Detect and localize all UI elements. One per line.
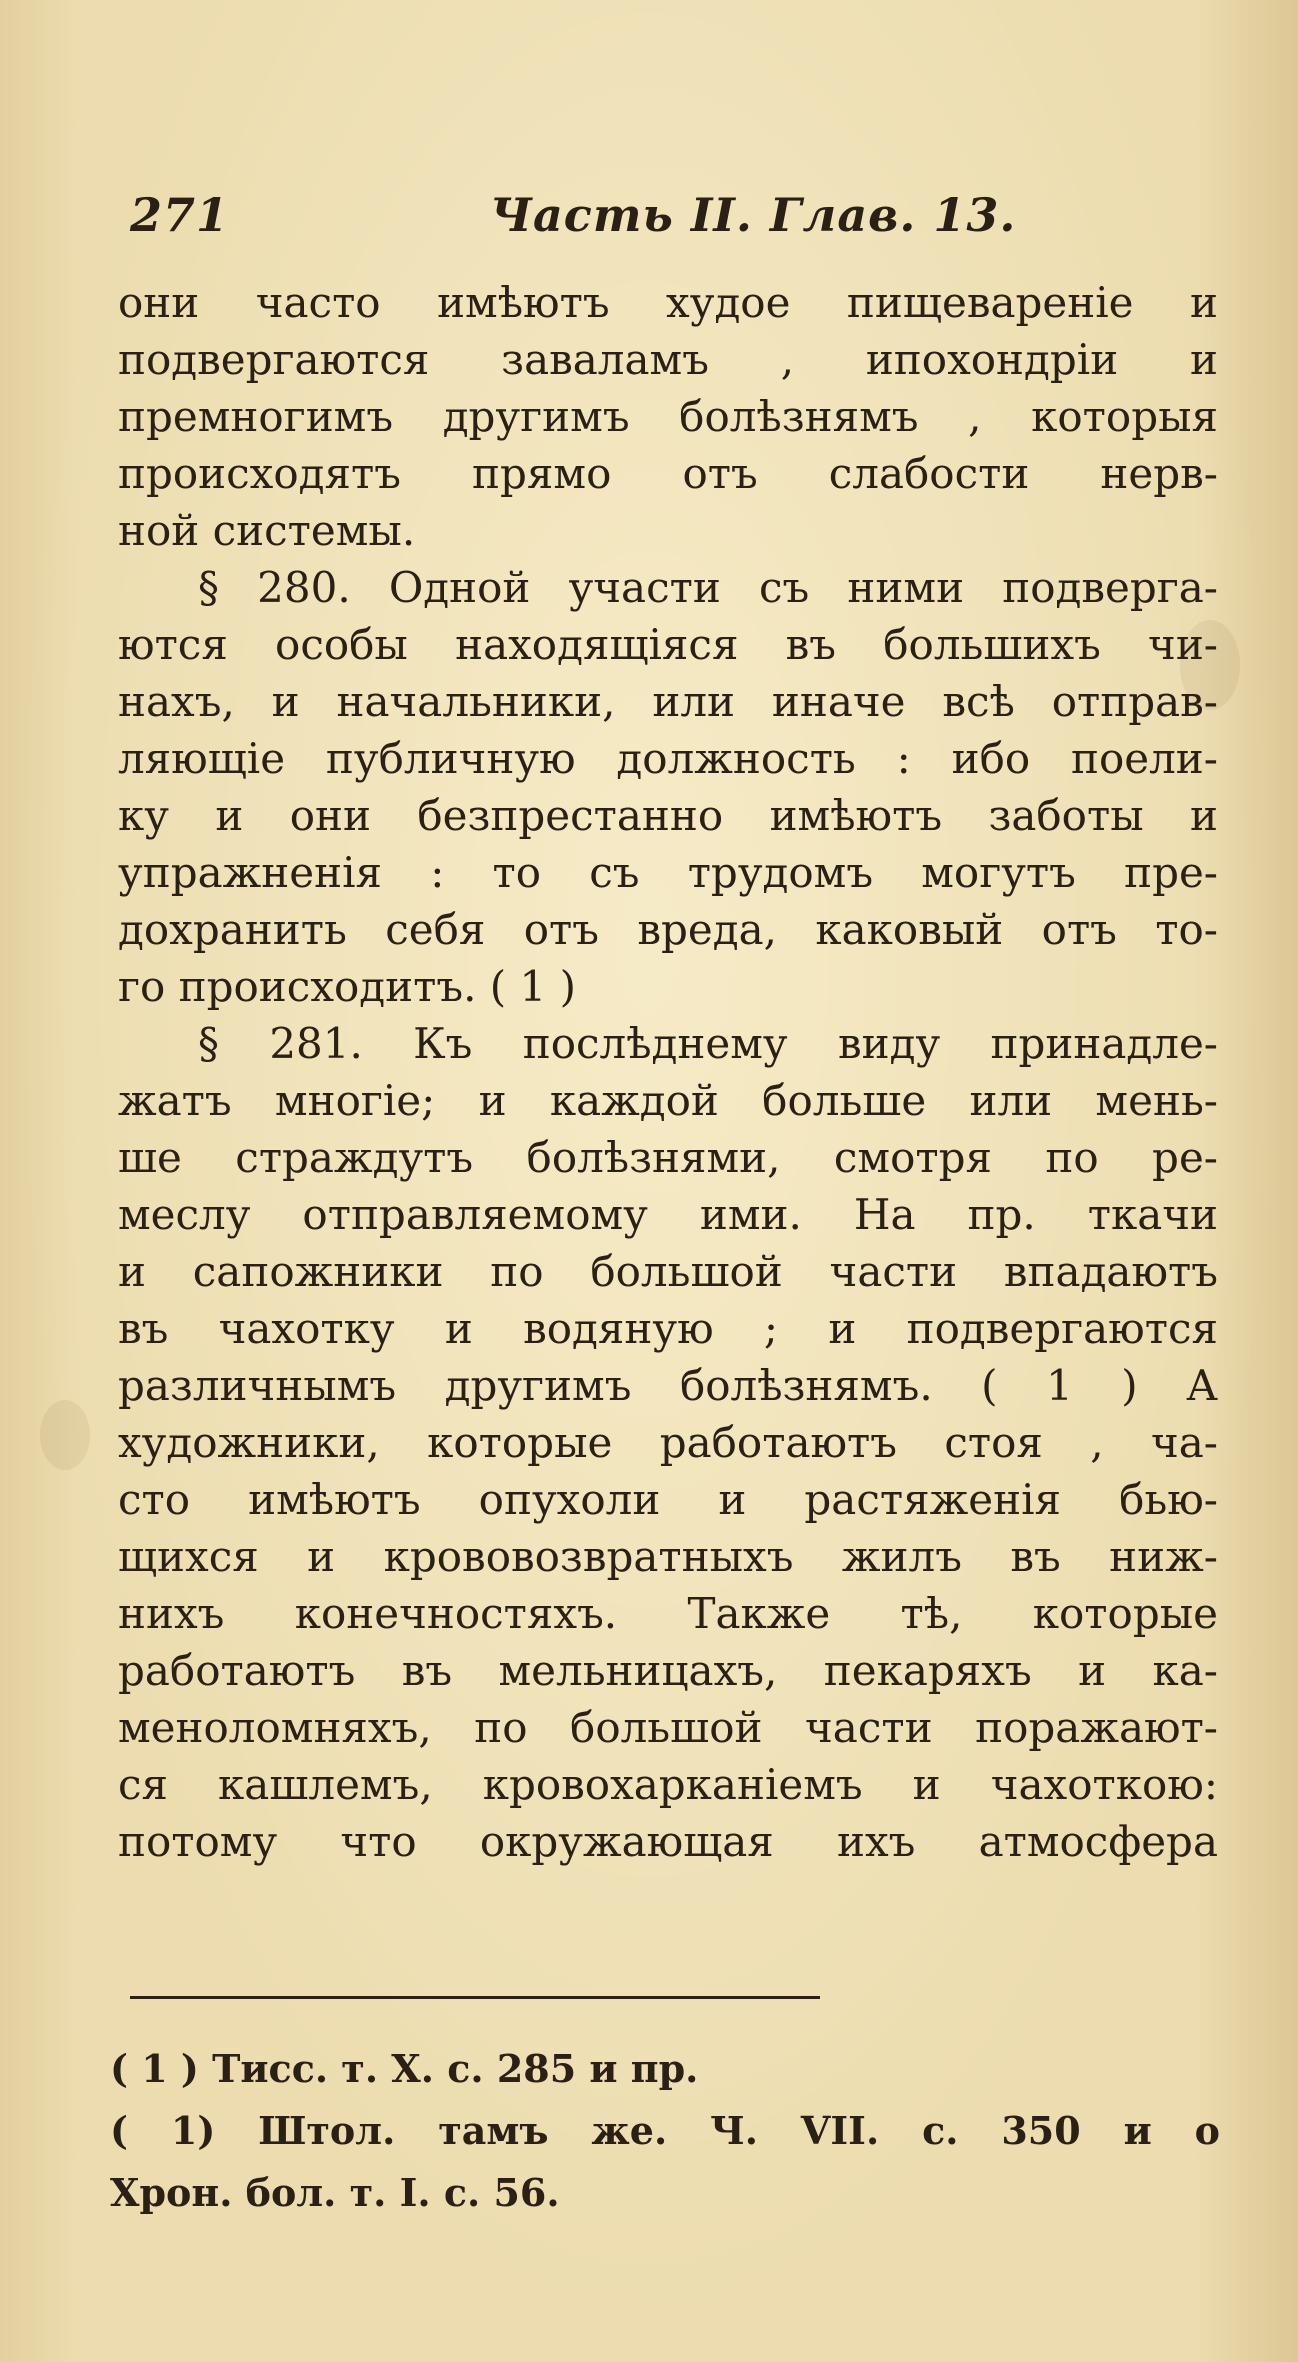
paragraph-281-start: § 281. Къ послѣднему виду принадле- — [198, 1019, 1218, 1068]
text-line: нахъ, и начальники, или иначе всѣ отправ- — [118, 677, 1218, 726]
paragraph-280-start: § 280. Одной участи съ ними подверга- — [198, 563, 1218, 612]
footnote-divider — [130, 1996, 820, 1999]
footnote-1: ( 1 ) Тисс. т. X. с. 285 и пр. — [110, 2046, 699, 2091]
page-header — [130, 188, 1210, 258]
text-line: ной системы. — [118, 506, 416, 555]
text-line: въ чахотку и водяную ; и подвергаются — [118, 1304, 1218, 1353]
text-line: премногимъ другимъ болѣзнямъ , которыя — [118, 392, 1218, 441]
text-line: ку и они безпрестанно имѣютъ заботы и — [118, 791, 1218, 840]
page-number: 271 — [130, 188, 230, 242]
text-line: ся кашлемъ, кровохарканіемъ и чахоткою: — [118, 1760, 1218, 1809]
text-line: дохранить себя отъ вреда, каковый отъ то- — [118, 905, 1218, 954]
text-line: художники, которые работаютъ стоя , ча- — [118, 1418, 1218, 1467]
text-line: го происходитъ. ( 1 ) — [118, 962, 577, 1011]
text-line: происходятъ прямо отъ слабости нерв- — [118, 449, 1218, 498]
running-head: Часть II. Глав. 13. — [490, 188, 1017, 242]
text-line: потому что окружающая ихъ атмосфера — [118, 1817, 1218, 1866]
paper-stain — [40, 1400, 90, 1470]
text-line: и сапожники по большой части впадаютъ — [118, 1247, 1218, 1296]
footnotes — [110, 2038, 1220, 2224]
text-line: меноломняхъ, по большой части поражают- — [118, 1703, 1218, 1752]
text-line: ются особы находящіяся въ большихъ чи- — [118, 620, 1218, 669]
text-line: ляющіе публичную должность : ибо поели- — [118, 734, 1218, 783]
text-line: ше страждутъ болѣзнями, смотря по ре- — [118, 1133, 1218, 1182]
body-text — [118, 274, 1218, 1870]
footnote-2: ( 1) Штол. тамъ же. Ч. VII. с. 350 и о — [110, 2108, 1220, 2153]
text-line: щихся и крововозвратныхъ жилъ въ ниж- — [118, 1532, 1218, 1581]
text-line: упражненія : то съ трудомъ могутъ пре- — [118, 848, 1218, 897]
text-line: работаютъ въ мельницахъ, пекаряхъ и ка- — [118, 1646, 1218, 1695]
footnote-2-continued: Хрон. бол. т. I. с. 56. — [110, 2170, 560, 2215]
text-line: они часто имѣютъ худое пищевареніе и — [118, 278, 1218, 327]
text-line: меслу отправляемому ими. На пр. ткачи — [118, 1190, 1218, 1239]
text-line: различнымъ другимъ болѣзнямъ. ( 1 ) А — [118, 1361, 1218, 1410]
text-line: жатъ многіе; и каждой больше или мень- — [118, 1076, 1218, 1125]
text-line: нихъ конечностяхъ. Также тѣ, которые — [118, 1589, 1218, 1638]
text-line: сто имѣютъ опухоли и растяженія бью- — [118, 1475, 1218, 1524]
text-line: подвергаются заваламъ , ипохондріи и — [118, 335, 1218, 384]
